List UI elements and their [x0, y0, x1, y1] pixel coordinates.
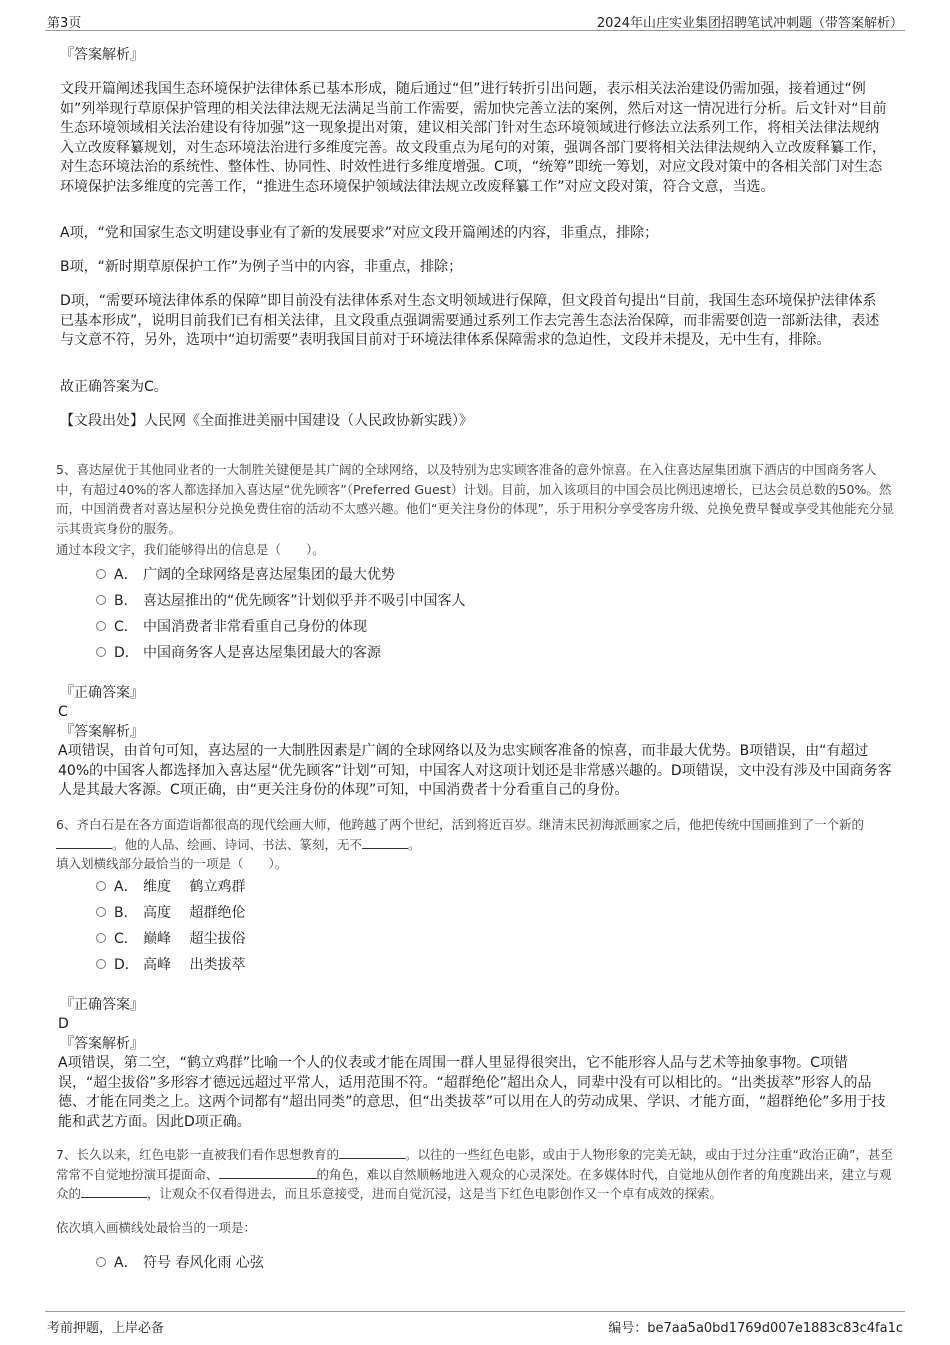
- prev-source: 【文段出处】人民网《全面推进美丽中国建设（人民政协新实践）》: [60, 413, 473, 429]
- q6-analysis-label: 『答案解析』: [60, 1036, 144, 1052]
- radio-icon[interactable]: [96, 1257, 106, 1267]
- q6-ask: 填入划横线部分最恰当的一项是（ ）。: [56, 856, 288, 871]
- q5-option-d[interactable]: D． 中国商务客人是喜达屋集团最大的客源: [96, 643, 381, 663]
- q5-option-a[interactable]: A． 广阔的全球网络是喜达屋集团的最大优势: [96, 565, 395, 585]
- q5-analysis: A项错误，由首句可知，喜达屋的一大制胜因素是广阔的全球网络以及为忠实顾客准备的惊喜，而非最大优势。B项错误，由“有超过40%的中国客人都选择加入喜达屋“优先顾客”计划”可知，中国客人对这项计划还是非常感兴趣的。D项错误，文中没有涉及中国商务客人是其最大客源。C项正确，由“更关注身份的体现”可知，中国消费者十分看重自己的身份。: [58, 743, 892, 798]
- radio-icon[interactable]: [96, 881, 106, 891]
- q6-answer-label: 『正确答案』: [60, 997, 144, 1013]
- document-title: 2024年山庄实业集团招聘笔试冲刺题（带答案解析）: [596, 16, 903, 31]
- prev-item-d: D项，“需要环境法律体系的保障”即目前没有法律体系对生态文明领域进行保障，但文段首句提出“目前，我国生态环境保护法律体系已基本形成”，说明目前我们已有相关法律，且文段重点强调需要通过系列工作去完善生态法治保障，而非需要创造一部新法律，表述与文意不符，另外，选项中“迫切需要”表明我国目前对于环境法律体系保障需求的急迫性，文段并未提及，无中生有，排除。: [60, 293, 880, 348]
- q6-option-b[interactable]: B． 高度 超群绝伦: [96, 903, 245, 923]
- radio-icon[interactable]: [96, 621, 106, 631]
- prev-analysis-label: 『答案解析』: [60, 47, 144, 63]
- footer-slogan: 考前押题，上岸必备: [47, 1321, 165, 1336]
- page-footer: [45, 1311, 905, 1336]
- radio-icon[interactable]: [96, 569, 106, 579]
- document-id: 编号：be7aa5a0bd1769d007e1883c83c4fa1c: [608, 1321, 903, 1336]
- q5-option-c[interactable]: C． 中国消费者非常看重自己身份的体现: [96, 617, 367, 637]
- q5-answer-label: 『正确答案』: [60, 685, 144, 701]
- prev-conclusion: 故正确答案为C。: [60, 379, 168, 395]
- q5-ask: 通过本段文字，我们能够得出的信息是（ ）。: [56, 542, 325, 557]
- page-number: 第3页: [47, 16, 82, 31]
- q5-answer: C: [58, 704, 68, 720]
- q5-option-b[interactable]: B． 喜达屋推出的“优先顾客”计划似乎并不吸引中国客人: [96, 591, 466, 611]
- q7-option-a[interactable]: A． 符号 春风化雨 心弦: [96, 1253, 264, 1273]
- fill-blank-3: [81, 1185, 147, 1198]
- prev-item-a: A项，“党和国家生态文明建设事业有了新的发展要求”对应文段开篇阐述的内容，非重点，排除；: [60, 225, 659, 241]
- radio-icon[interactable]: [96, 647, 106, 657]
- page-header: [45, 10, 905, 31]
- prev-item-b: B项，“新时期草原保护工作”为例子当中的内容，非重点，排除；: [60, 259, 463, 275]
- q7-ask: 依次填入画横线处最恰当的一项是：: [56, 1220, 257, 1235]
- radio-icon[interactable]: [96, 933, 106, 943]
- q5-stem: 5、喜达屋优于其他同业者的一大制胜关键便是其广阔的全球网络，以及特别为忠实顾客准备的意外惊喜。在入住喜达屋集团旗下酒店的中国商务客人中，有超过40%的客人都选择加入喜达屋“优先顾客”（Preferred Guest）计划。目前，加入该项目的中国会员比例迅速增长，已达会员总数的50%。然而，中国消费者对喜达屋积分兑换免费住宿的活动不太感兴趣。他们“更关注身份的体现”，乐于用积分享受客房升级、兑换免费早餐或享受其他能充分显示其贵宾身份的服务。: [56, 462, 894, 536]
- q7-stem: 7、长久以来，红色电影一直被我们看作思想教育的 。以往的一些红色电影，或由于人物形象的完美无缺，或由于过分注重“政治正确”，甚至常常不自觉地扮演耳提面命、 的角色，难以自然顺畅地进入观众的心灵深处。在多媒体时代，自觉地从创作者的角度跳出来，建立与观众的 ，让观众不仅看得进去，而且乐意接受，进而自觉沉浸，这是当下红色电影创作又一个卓有成效的探索。: [56, 1147, 893, 1201]
- prev-analysis-text: 文段开篇阐述我国生态环境保护法律体系已基本形成，随后通过“但”进行转折引出问题，表示相关法治建设仍需加强，接着通过“例如”列举现行草原保护管理的相关法律法规无法满足当前工作需要，需加快完善立法的案例，然后对这一情况进行分析。后文针对“目前生态环境领域相关法治建设有待加强”这一现象提出对策，建议相关部门针对生态环境领域进行修法立法系列工作，将相关法律法规纳入立改废释纂规划，对生态环境法治进行多维度完善。故文段重点为尾句的对策，强调各部门要将相关法律法规纳入立改废释纂工作，对生态环境法治的系统性、整体性、协同性、时效性进行多维度增强。C项，“统筹”即统一筹划，对应文段对策中的各相关部门对生态环境保护法多维度的完善工作，“推进生态环境保护领域法律法规立改废释纂工作”对应文段对策，符合文意，当选。: [60, 81, 887, 195]
- radio-icon[interactable]: [96, 959, 106, 969]
- q6-answer: D: [58, 1016, 69, 1032]
- q5-analysis-label: 『答案解析』: [60, 724, 144, 740]
- q6-option-a[interactable]: A． 维度 鹤立鸡群: [96, 877, 245, 897]
- fill-blank-2: [219, 1166, 317, 1179]
- q6-option-d[interactable]: D． 高峰 出类拔萃: [96, 955, 245, 975]
- fill-blank-1: [339, 1146, 405, 1159]
- q6-analysis: A项错误，第二空，“鹤立鸡群”比喻一个人的仪表或才能在周围一群人里显得很突出，它不能形容人品与艺术等抽象事物。C项错误，“超尘拔俗”多形容才德远远超过平常人，适用范围不符。“超群绝伦”超出众人，同辈中没有可以相比的。“出类拔萃”形容人的品德、才能在同类之上。这两个词都有“超出同类”的意思，但“出类拔萃”可以用在人的劳动成果、学识、才能方面，“超群绝伦”多用于技能和武艺方面。因此D项正确。: [58, 1055, 886, 1130]
- fill-blank-1: [56, 836, 112, 849]
- radio-icon[interactable]: [96, 907, 106, 917]
- q6-stem: 6、齐白石是在各方面造诣都很高的现代绘画大师，他跨越了两个世纪，活到将近百岁。继清末民初海派画家之后，他把传统中国画推到了一个新的。他的人品、绘画、诗词、书法、篆刻，无不 。: [56, 817, 864, 852]
- q6-option-c[interactable]: C． 巅峰 超尘拔俗: [96, 929, 245, 949]
- radio-icon[interactable]: [96, 595, 106, 605]
- fill-blank-2: [362, 836, 408, 849]
